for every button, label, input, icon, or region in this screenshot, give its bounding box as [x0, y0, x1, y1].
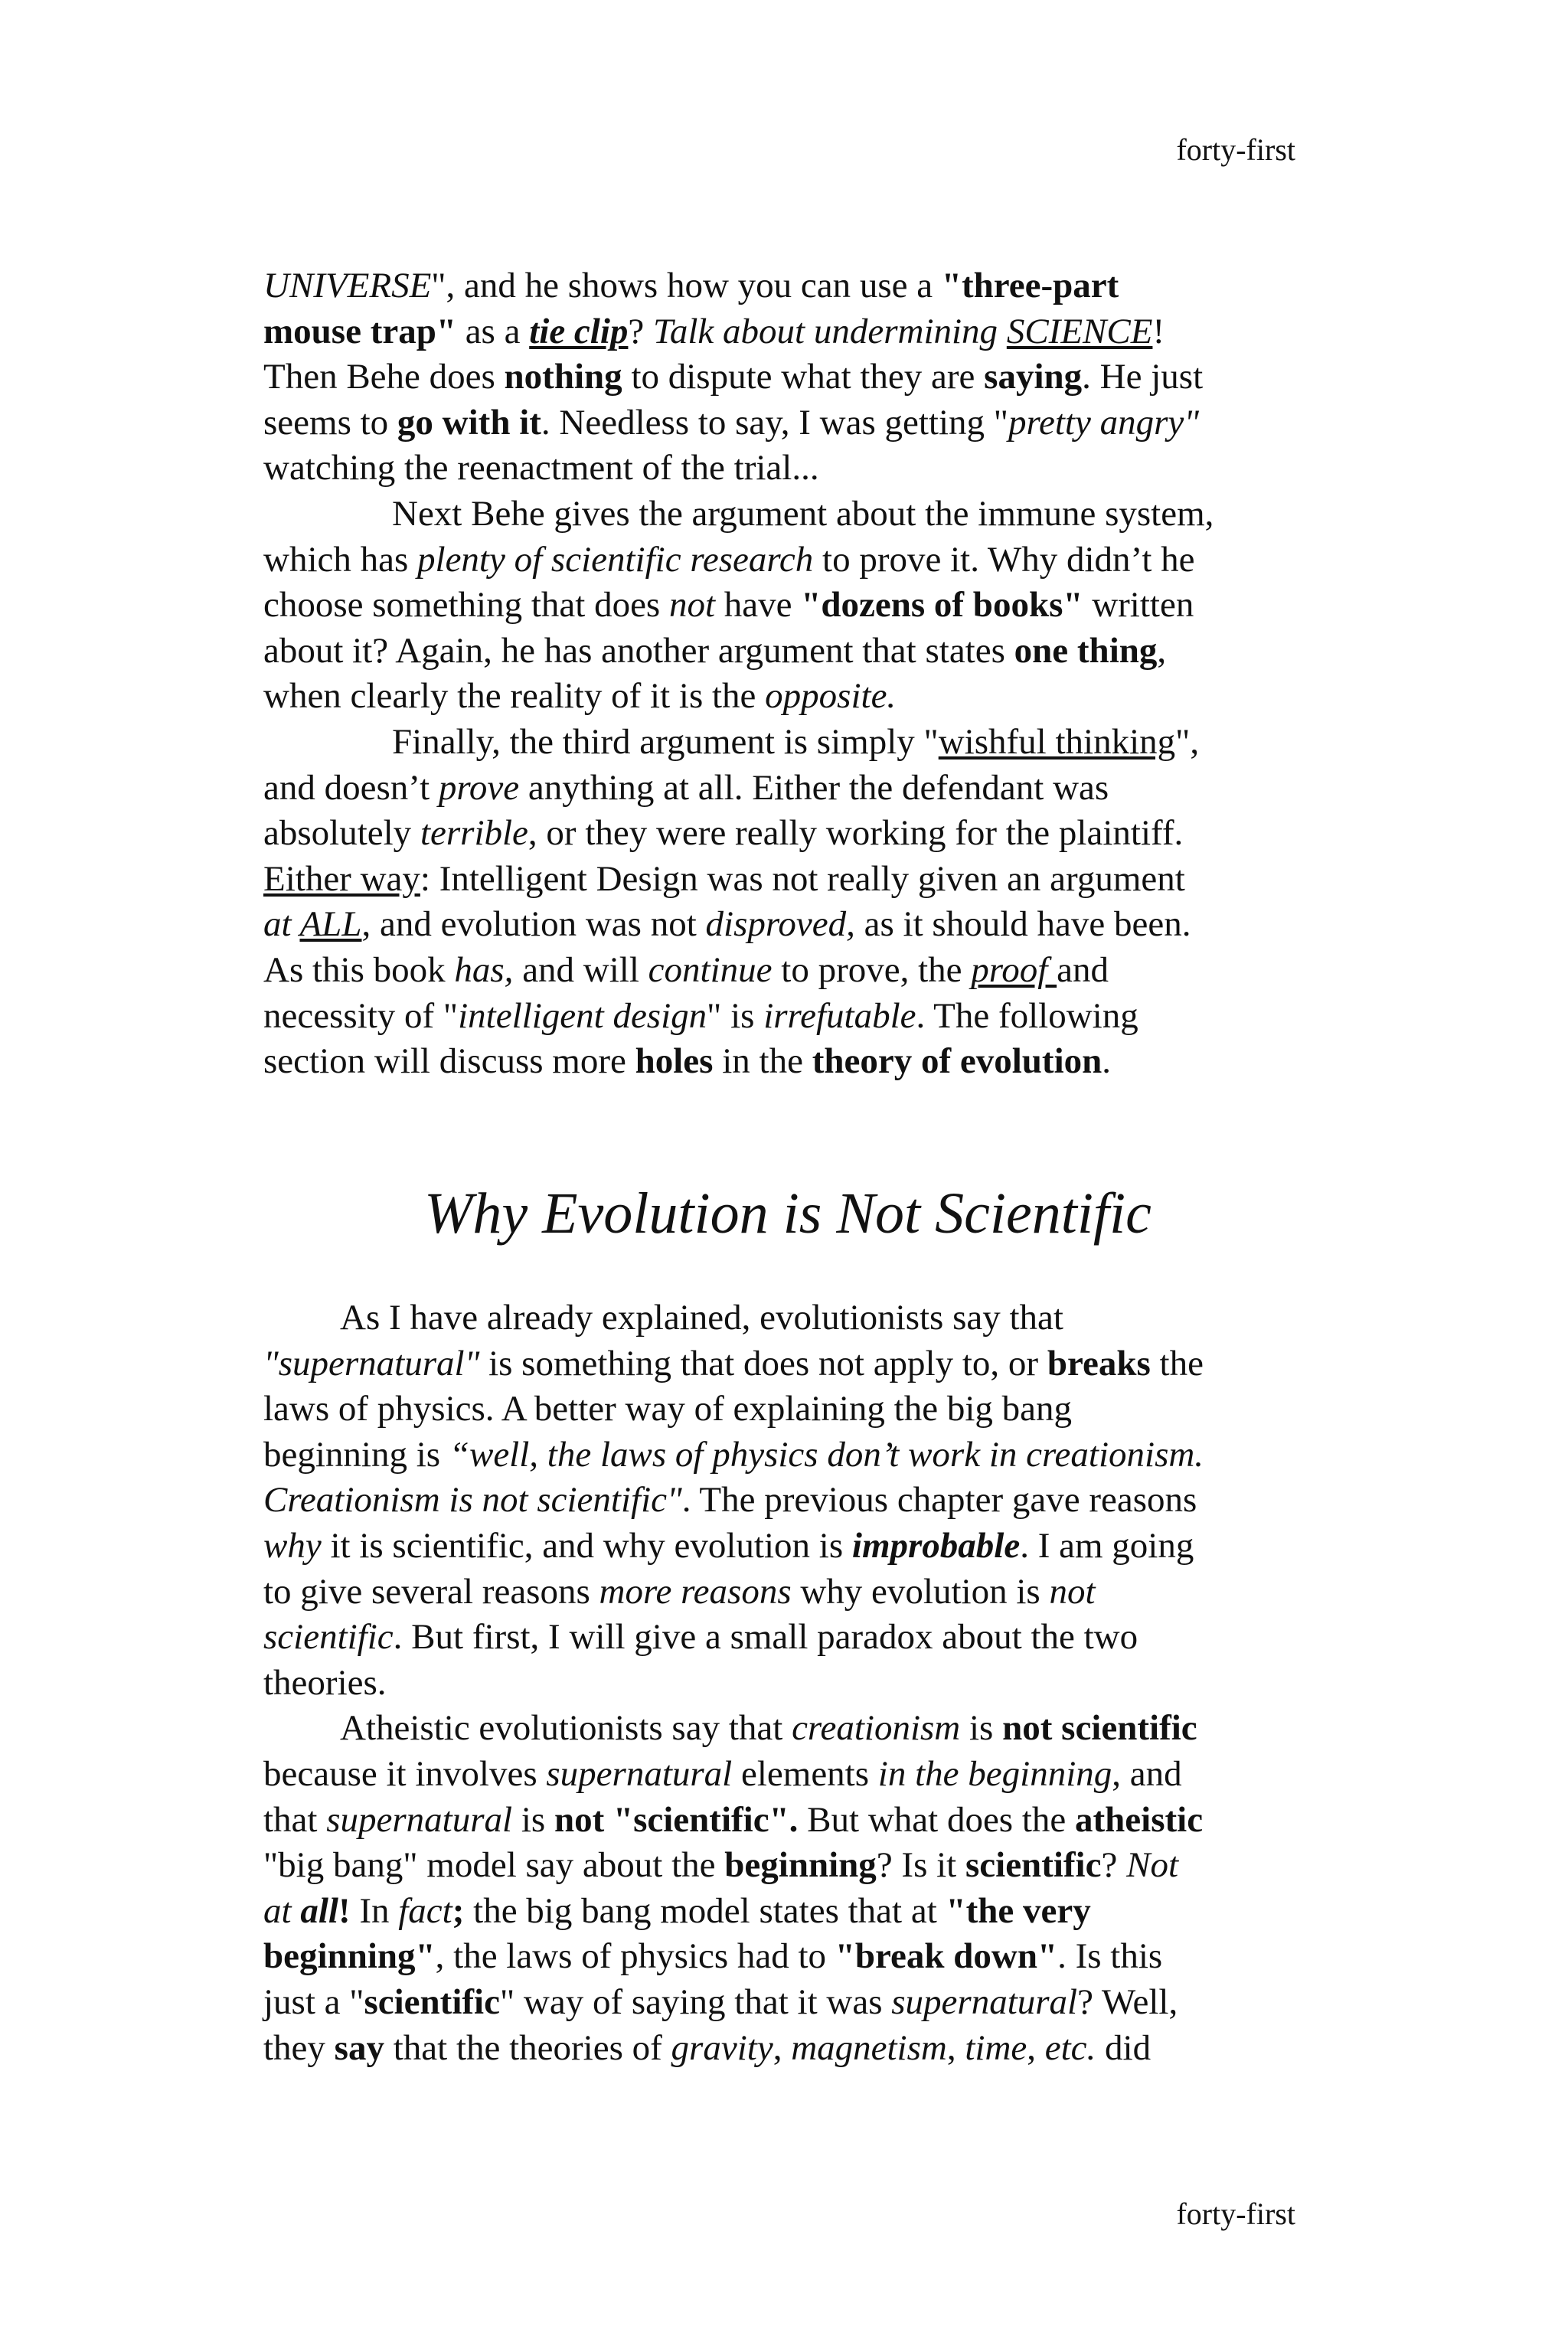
- text-run: As I have already explained, evolutionists say that: [340, 1298, 1063, 1338]
- text-line: [263, 1524, 1312, 1570]
- text-run: not: [668, 585, 716, 626]
- text-run: scientific: [364, 1981, 500, 2022]
- text-run: necessity of ": [263, 995, 459, 1036]
- text-run: that: [263, 1799, 327, 1840]
- text-run: one thing: [1014, 630, 1158, 671]
- section-heading: Why Evolution is Not Scientific: [424, 1181, 1152, 1246]
- text-line: [263, 1889, 1312, 1935]
- text-run: holes: [635, 1041, 714, 1082]
- text-line: [263, 309, 1312, 355]
- text-run: absolutely: [263, 813, 420, 854]
- text-run: "the very: [946, 1890, 1091, 1931]
- text-run: nothing: [504, 357, 622, 397]
- text-run: , and: [1112, 1753, 1182, 1794]
- text-run: . The following: [916, 995, 1138, 1036]
- text-run: wishful thinking: [938, 721, 1176, 762]
- text-line: [263, 902, 1312, 948]
- text-run: in the: [713, 1041, 812, 1082]
- text-run: " way of saying that it was: [499, 1981, 892, 2022]
- text-line: [263, 1661, 1312, 1707]
- text-run: the: [1150, 1343, 1204, 1383]
- text-run: that the theories of: [384, 2027, 671, 2068]
- text-run: ", and he shows how you can use a: [431, 266, 942, 305]
- text-line: [263, 354, 1312, 400]
- text-run: about it? Again, he has another argument that states: [263, 630, 1014, 671]
- text-run: ,: [1027, 2027, 1045, 2068]
- text-run: as a: [456, 311, 530, 351]
- text-run: why: [263, 1525, 322, 1566]
- text-line: [263, 629, 1312, 675]
- text-run: to dispute what they are: [622, 357, 985, 397]
- text-run: . I am going: [1020, 1525, 1194, 1566]
- text-run: seems to: [263, 402, 397, 443]
- text-run: creationism: [792, 1708, 961, 1749]
- text-run: ? Is it: [876, 1845, 965, 1886]
- text-run: is: [960, 1708, 1003, 1749]
- text-run: section will discuss more: [263, 1041, 635, 1082]
- text-run: Creationism is not scientific": [263, 1480, 682, 1521]
- text-line: [263, 1570, 1312, 1615]
- text-line: [263, 263, 1312, 309]
- text-run: and doesn’t: [263, 767, 439, 808]
- text-run: to prove it. Why didn’t he: [813, 539, 1195, 580]
- text-run: intelligent design: [458, 995, 707, 1036]
- text-run: the big bang model states that at: [464, 1890, 946, 1931]
- text-run: " is: [707, 995, 764, 1036]
- text-run: supernatural: [326, 1799, 513, 1840]
- text-run: atheistic: [1075, 1799, 1204, 1840]
- text-run: proof: [971, 949, 1057, 990]
- text-run: Finally, the third argument is simply ": [392, 721, 939, 762]
- text-run: "supernatural": [263, 1343, 480, 1383]
- text-line: [263, 1934, 1312, 1980]
- text-run: improbable: [851, 1525, 1021, 1566]
- text-run: choose something that does: [263, 585, 669, 626]
- body-text-bottom: [263, 1295, 1312, 2071]
- text-line: [263, 400, 1312, 446]
- text-run: beginning: [724, 1845, 877, 1886]
- text-run: why evolution is: [791, 1571, 1050, 1612]
- text-run: has,: [454, 949, 514, 990]
- text-run: But what does the: [798, 1799, 1076, 1840]
- text-run: !: [338, 1890, 351, 1931]
- text-run: at: [263, 1890, 301, 1931]
- text-run: terrible: [420, 813, 528, 854]
- text-run: etc.: [1044, 2027, 1096, 2068]
- text-run: anything at all. Either the defendant was: [519, 767, 1109, 808]
- text-run: , and evolution was not: [361, 904, 706, 945]
- text-run: . Is this: [1057, 1936, 1163, 1977]
- text-run: Not: [1126, 1845, 1179, 1886]
- text-line: [263, 994, 1312, 1040]
- text-run: Atheistic evolutionists say that: [340, 1708, 792, 1749]
- text-run: "break down": [835, 1936, 1058, 1977]
- text-run: have: [715, 585, 802, 626]
- text-line: [263, 583, 1312, 629]
- text-run: !: [1152, 311, 1165, 351]
- text-line: [263, 1387, 1312, 1432]
- text-run: plenty of scientific research: [417, 539, 814, 580]
- text-run: as it should have been.: [854, 904, 1191, 945]
- text-run: in the beginning: [877, 1753, 1112, 1794]
- text-run: continue: [648, 949, 773, 990]
- text-run: prove: [438, 767, 520, 808]
- text-run: ?: [628, 311, 654, 351]
- text-line: [263, 720, 1312, 766]
- text-run: . But first, I will give a small paradox about the two: [393, 1617, 1138, 1658]
- text-run: not: [1049, 1571, 1096, 1612]
- text-run: theories.: [263, 1662, 387, 1703]
- text-run: is something that does not apply to, or: [479, 1343, 1047, 1383]
- text-run: breaks: [1047, 1343, 1151, 1383]
- text-run: mouse trap": [263, 311, 456, 351]
- text-run: tie clip: [529, 311, 629, 351]
- text-run: pretty angry": [1008, 402, 1199, 443]
- text-run: and will: [513, 949, 648, 990]
- text-run: go with it: [397, 402, 541, 443]
- text-line: [263, 1706, 1312, 1752]
- text-run: supernatural: [891, 1981, 1078, 2022]
- running-header: forty-first: [1176, 132, 1295, 167]
- text-line: [263, 1295, 1312, 1341]
- text-run: opposite.: [765, 676, 897, 717]
- text-line: [263, 1341, 1312, 1387]
- text-run: scientific: [263, 1617, 394, 1658]
- text-run: at: [263, 904, 300, 945]
- text-run: ,: [773, 2027, 792, 2068]
- text-run: laws of physics. A better way of explaining the big bang: [263, 1389, 1072, 1429]
- text-run: ,: [946, 2027, 965, 2068]
- text-run: irrefutable: [763, 995, 916, 1036]
- running-footer: forty-first: [1176, 2197, 1295, 2231]
- text-run: ? Well,: [1077, 1981, 1178, 2022]
- text-run: “well, the laws of physics don’t work in creationism.: [449, 1434, 1204, 1475]
- text-line: [263, 492, 1312, 537]
- text-line: [263, 766, 1312, 812]
- text-line: [263, 857, 1312, 903]
- text-line: [263, 2026, 1312, 2072]
- text-run: not scientific: [1002, 1708, 1197, 1749]
- text-run: not "scientific".: [554, 1799, 799, 1840]
- text-run: it is scientific, and why evolution is: [321, 1525, 852, 1566]
- text-line: [263, 537, 1312, 583]
- text-run: ?: [1101, 1845, 1127, 1886]
- text-run: theory of evolution: [812, 1041, 1102, 1082]
- text-run: beginning is: [263, 1434, 449, 1475]
- text-run: written: [1083, 585, 1194, 626]
- text-run: ALL: [299, 904, 362, 945]
- text-run: disproved,: [705, 904, 855, 945]
- text-run: watching the reenactment of the trial...: [263, 448, 819, 488]
- text-run: say: [334, 2027, 384, 2068]
- text-run: when clearly the reality of it is the: [263, 676, 766, 717]
- text-run: and: [1057, 949, 1109, 990]
- text-line: [263, 1432, 1312, 1478]
- text-line: [263, 811, 1312, 857]
- text-run: , the laws of physics had to: [435, 1936, 835, 1977]
- text-line: [263, 1615, 1312, 1661]
- text-run: magnetism: [791, 2027, 947, 2068]
- text-run: time: [965, 2027, 1027, 2068]
- text-run: , or they were really working for the plaintiff.: [528, 813, 1184, 854]
- text-run: more reasons: [599, 1571, 792, 1612]
- text-run: . The previous chapter gave reasons: [681, 1480, 1197, 1521]
- body-text-top: [263, 263, 1312, 1085]
- text-run: Next Behe gives the argument about the immune system,: [392, 493, 1214, 534]
- text-run: which has: [263, 539, 418, 580]
- text-run: to prove, the: [772, 949, 972, 990]
- text-run: .: [1102, 1041, 1112, 1082]
- text-line: [263, 1980, 1312, 2026]
- text-run: Talk about undermining: [653, 311, 1007, 351]
- text-run: elements: [732, 1753, 878, 1794]
- text-line: [263, 1843, 1312, 1889]
- text-run: they: [263, 2027, 335, 2068]
- text-run: did: [1096, 2027, 1152, 2068]
- text-run: gravity: [671, 2027, 773, 2068]
- text-run: ;: [452, 1890, 465, 1931]
- text-run: : Intelligent Design was not really given an argument: [420, 858, 1185, 899]
- text-run: . He just: [1082, 357, 1204, 397]
- text-run: "dozens of books": [801, 585, 1083, 626]
- text-line: [263, 1752, 1312, 1798]
- text-run: scientific: [965, 1845, 1102, 1886]
- text-run: UNIVERSE: [263, 266, 432, 305]
- text-run: is: [512, 1799, 554, 1840]
- text-run: supernatural: [546, 1753, 733, 1794]
- text-run: ,: [1157, 630, 1167, 671]
- text-run: all: [300, 1890, 338, 1931]
- text-run: just a ": [263, 1981, 364, 2022]
- text-run: ",: [1175, 721, 1200, 762]
- text-run: to give several reasons: [263, 1571, 599, 1612]
- text-run: SCIENCE: [1006, 311, 1153, 351]
- text-line: [263, 1478, 1312, 1524]
- text-run: Either way: [263, 858, 420, 899]
- text-line: [263, 674, 1312, 720]
- text-run: In: [350, 1890, 399, 1931]
- text-run: saying: [984, 357, 1083, 397]
- text-run: "big bang" model say about the: [263, 1845, 725, 1886]
- text-run: because it involves: [263, 1753, 547, 1794]
- text-run: fact: [398, 1890, 452, 1931]
- text-line: [263, 1039, 1312, 1085]
- text-run: As this book: [263, 949, 455, 990]
- text-run: beginning": [263, 1936, 436, 1977]
- text-run: . Needless to say, I was getting ": [541, 402, 1008, 443]
- text-line: [263, 1798, 1312, 1844]
- text-line: [263, 948, 1312, 994]
- text-run: Then Behe does: [263, 357, 505, 397]
- text-line: [263, 446, 1312, 492]
- text-run: "three-part: [941, 266, 1119, 305]
